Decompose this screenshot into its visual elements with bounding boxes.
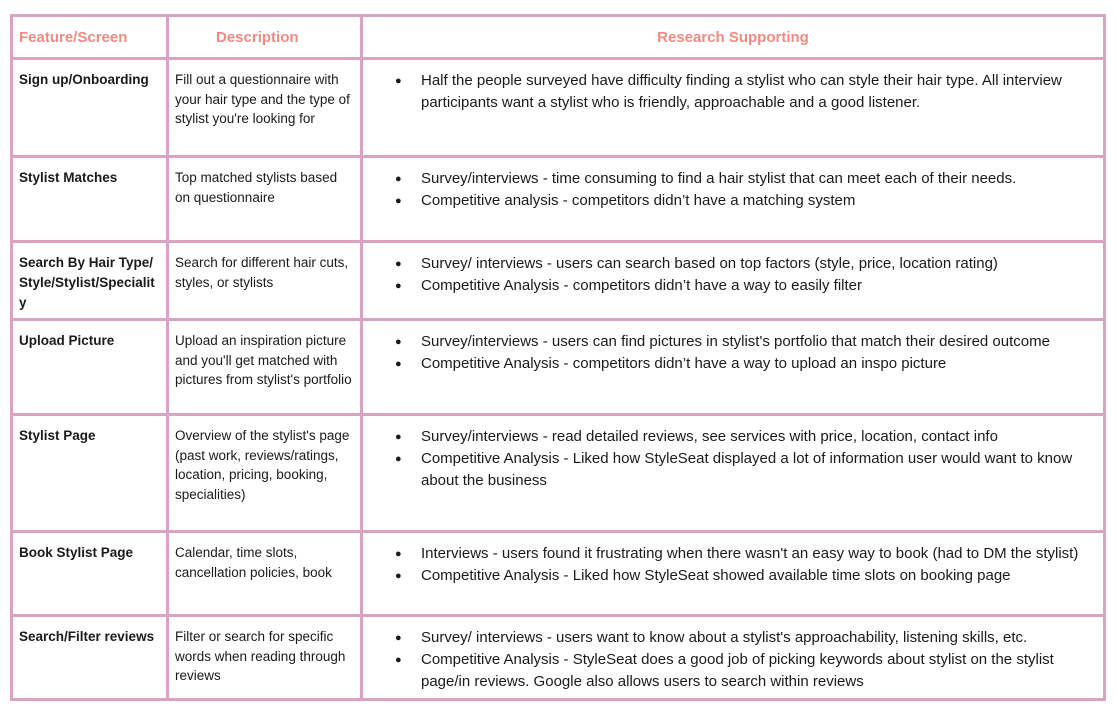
- research-point: ● Survey/interviews - time consuming to find a hair stylist that can meet each of their needs.: [421, 168, 1097, 190]
- research-point: ● Competitive Analysis - competitors didn’t have a way to easily filter: [421, 275, 1097, 297]
- feature-name: Book Stylist Page: [19, 545, 134, 560]
- feature-name: Search By Hair Type/Style/Stylist/Speciality: [19, 255, 155, 310]
- research-cell: [362, 157, 1105, 242]
- research-point: ● Survey/interviews - users can find pictures in stylist's portfolio that match their desired outcome: [421, 331, 1097, 353]
- header-row: [12, 16, 1105, 59]
- research-point: ● Competitive Analysis - StyleSeat does a good job of picking keywords about stylist on the stylist page/in reviews. Google also allows users to search within reviews: [421, 649, 1097, 693]
- feature-description: Upload an inspiration picture and you'll get matched with pictures from stylist's portfolio: [175, 333, 352, 388]
- feature-name: Stylist Matches: [19, 170, 118, 185]
- research-cell: [362, 415, 1105, 532]
- feature-cell: [12, 415, 168, 532]
- research-cell: [362, 532, 1105, 616]
- research-cell: [362, 59, 1105, 157]
- research-list: [363, 416, 1103, 492]
- feature-cell: [12, 320, 168, 415]
- research-point: ● Survey/ interviews - users can search based on top factors (style, price, location rating): [421, 253, 1097, 275]
- table-row: [12, 242, 1105, 320]
- feature-description: Search for different hair cuts, styles, or stylists: [175, 255, 349, 290]
- research-point: ● Survey/ interviews - users want to know about a stylist's approachability, listening skills, etc.: [421, 627, 1097, 649]
- research-point: ● Competitive Analysis - Liked how StyleSeat displayed a lot of information user would want to know about the business: [421, 448, 1097, 492]
- research-cell: [362, 616, 1105, 700]
- feature-description: Overview of the stylist's page (past work, reviews/ratings, location, pricing, booking, specialities): [175, 428, 350, 503]
- research-list: [363, 243, 1103, 297]
- description-cell: [168, 320, 362, 415]
- feature-description: Top matched stylists based on questionnaire: [175, 170, 338, 205]
- research-list: [363, 60, 1103, 114]
- feature-cell: [12, 242, 168, 320]
- research-point: ● Competitive Analysis - Liked how StyleSeat showed available time slots on booking page: [421, 565, 1097, 587]
- research-cell: [362, 320, 1105, 415]
- header-description-label: Description: [216, 28, 299, 46]
- feature-cell: [12, 59, 168, 157]
- header-research: [362, 16, 1105, 59]
- feature-cell: [12, 616, 168, 700]
- research-point: ● Competitive analysis - competitors didn’t have a matching system: [421, 190, 1097, 212]
- research-list: [363, 533, 1103, 587]
- feature-research-table: [10, 14, 1106, 701]
- feature-name: Search/Filter reviews: [19, 629, 155, 644]
- description-cell: [168, 59, 362, 157]
- feature-description: Filter or search for specific words when reading through reviews: [175, 629, 346, 684]
- feature-cell: [12, 532, 168, 616]
- research-point: ● Half the people surveyed have difficulty finding a stylist who can style their hair type. All interview participants want a stylist who is friendly, approachable and a good listener.: [421, 70, 1097, 114]
- table-row: [12, 320, 1105, 415]
- header-feature: [12, 16, 168, 59]
- description-cell: [168, 242, 362, 320]
- research-list: [363, 158, 1103, 212]
- feature-name: Stylist Page: [19, 428, 96, 443]
- table-row: [12, 59, 1105, 157]
- feature-name: Sign up/Onboarding: [19, 72, 149, 87]
- table-row: [12, 157, 1105, 242]
- feature-description: Fill out a questionnaire with your hair type and the type of stylist you're looking for: [175, 72, 350, 127]
- feature-description: Calendar, time slots, cancellation policies, book: [175, 545, 332, 580]
- feature-name: Upload Picture: [19, 333, 115, 348]
- research-point: ● Interviews - users found it frustrating when there wasn't an easy way to book (had to DM the stylist): [421, 543, 1097, 565]
- table-row: [12, 616, 1105, 700]
- research-list: [363, 321, 1103, 375]
- table-row: [12, 532, 1105, 616]
- feature-cell: [12, 157, 168, 242]
- table-body: [12, 59, 1105, 700]
- research-cell: [362, 242, 1105, 320]
- research-list: [363, 617, 1103, 693]
- header-feature-label: Feature/Screen: [19, 28, 128, 46]
- research-point: ● Competitive Analysis - competitors didn’t have a way to upload an inspo picture: [421, 353, 1097, 375]
- header-description: [168, 16, 362, 59]
- description-cell: [168, 415, 362, 532]
- description-cell: [168, 616, 362, 700]
- description-cell: [168, 157, 362, 242]
- description-cell: [168, 532, 362, 616]
- research-point: ● Survey/interviews - read detailed reviews, see services with price, location, contact info: [421, 426, 1097, 448]
- header-research-label: Research Supporting: [657, 28, 809, 46]
- table-row: [12, 415, 1105, 532]
